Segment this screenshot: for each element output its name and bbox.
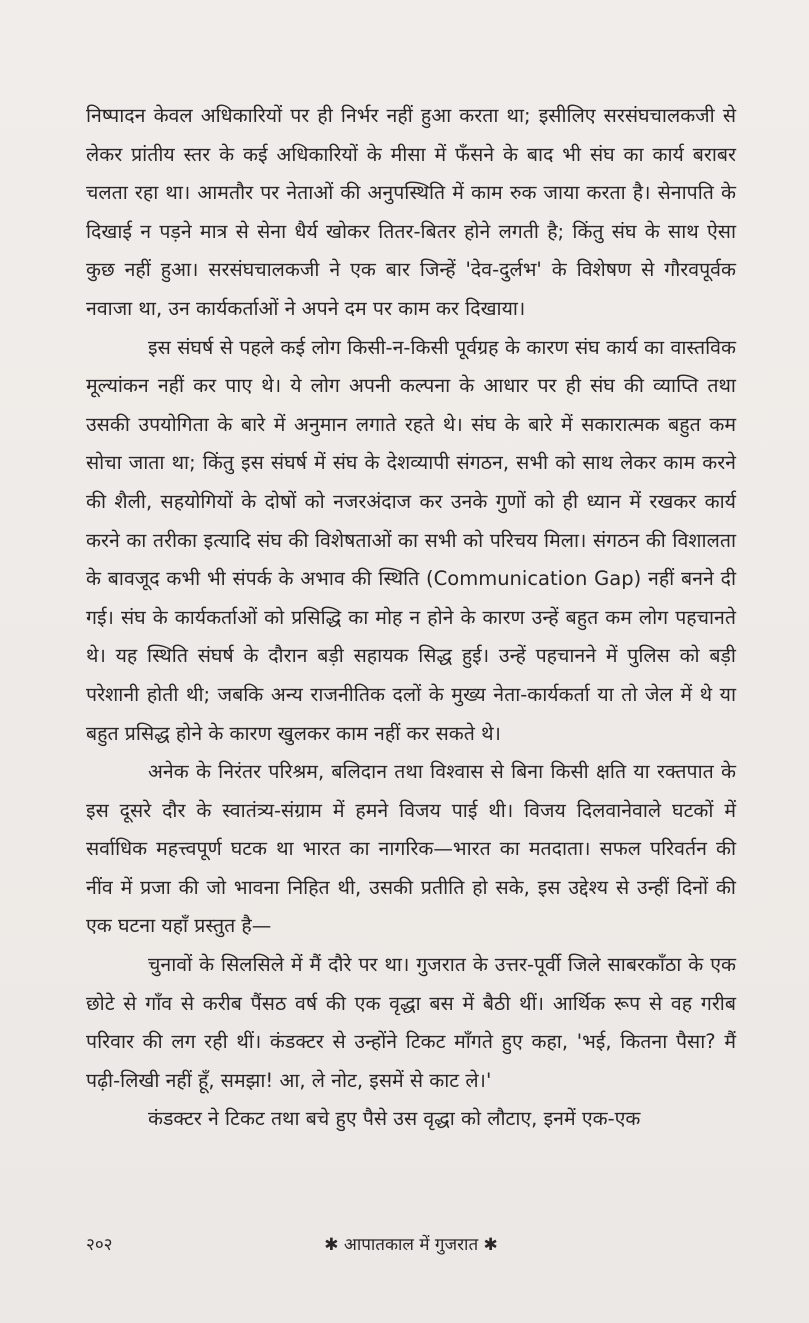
paragraph-1: निष्पादन केवल अधिकारियों पर ही निर्भर नहीं हुआ करता था; इसीलिए सरसंघचालकजी से लेकर प्रांतीय स्तर के कई अधिकारियों के मीसा में फँसने के बाद भी संघ का कार्य बराबर चलता रहा था। आमतौर पर नेताओं की अनुपस्थिति में काम रुक जाया करता है। सेनापति के दिखाई न पड़ने मात्र से सेना धैर्य खोकर तितर-बितर होने लगती है; किंतु संघ के साथ ऐसा कुछ नहीं हुआ। सरसंघचालकजी ने एक बार जिन्हें 'देव-दुर्लभ' के विशेषण से गौरवपूर्वक नवाजा था, उन कार्यकर्ताओं ने अपने दम पर काम कर दिखाया। <box>86 104 736 320</box>
running-title: ✱ आपातकाल में गुजरात ✱ <box>324 1235 498 1255</box>
paragraph-2: इस संघर्ष से पहले कई लोग किसी-न-किसी पूर्वग्रह के कारण संघ कार्य का वास्तविक मूल्यांकन नहीं कर पाए थे। ये लोग अपनी कल्पना के आधार पर ही संघ की व्याप्ति तथा उसकी उपयोगिता के बारे में अनुमान लगाते रहते थे। संघ के बारे में सकारात्मक बहुत कम सोचा जाता था; किंतु इस संघर्ष में संघ के देशव्यापी संगठन, सभी को साथ लेकर काम करने की शैली, सहयोगियों के दोषों को नजरअंदाज कर उनके गुणों को ही ध्यान में रखकर कार्य करने का तरीका इत्यादि संघ की विशेषताओं का सभी को परिचय मिला। संगठन की विशालता के बावजूद कभी भी संपर्क के अभाव की स्थिति (Communication Gap) नहीं बनने दी गई। संघ के कार्यकर्ताओं को प्रसिद्धि का मोह न होने के कारण उन्हें बहुत कम लोग पहचानते थे। यह स्थिति संघर्ष के दौरान बड़ी सहायक सिद्ध हुई। उन्हें पहचानने में पुलिस को बड़ी परेशानी होती थी; जबकि अन्य राजनीतिक दलों के मुख्य नेता-कार्यकर्ता या तो जेल में थे या बहुत प्रसिद्ध होने के कारण खुलकर काम नहीं कर सकते थे। <box>86 335 736 745</box>
paragraph-3: अनेक के निरंतर परिश्रम, बलिदान तथा विश्वास से बिना किसी क्षति या रक्तपात के इस दूसरे दौर के स्वातंत्र्य-संग्राम में हमने विजय पाई थी। विजय दिलवानेवाले घटकों में सर्वाधिक महत्त्वपूर्ण घटक था भारत का नागरिक—भारत का मतदाता। सफल परिवर्तन की नींव में प्रजा की जो भावना निहित थी, उसकी प्रतीति हो सके, इस उद्देश्य से उन्हीं दिनों की एक घटना यहाँ प्रस्तुत है— <box>86 760 736 938</box>
paragraph-4: चुनावों के सिलसिले में मैं दौरे पर था। गुजरात के उत्तर-पूर्वी जिले साबरकाँठा के एक छोटे से गाँव से करीब पैंसठ वर्ष की एक वृद्धा बस में बैठी थीं। आर्थिक रूप से वह गरीब परिवार की लग रही थीं। कंडक्टर से उन्होंने टिकट माँगते हुए कहा, 'भई, कितना पैसा? मैं पढ़ी-लिखी नहीं हूँ, समझा! आ, ले नोट, इसमें से काट ले।' <box>86 953 736 1092</box>
paragraph-5: कंडक्टर ने टिकट तथा बचे हुए पैसे उस वृद्धा को लौटाए, इनमें एक-एक <box>148 1107 641 1131</box>
page-number: २०२ <box>86 1235 113 1255</box>
body-text <box>86 97 736 1139</box>
